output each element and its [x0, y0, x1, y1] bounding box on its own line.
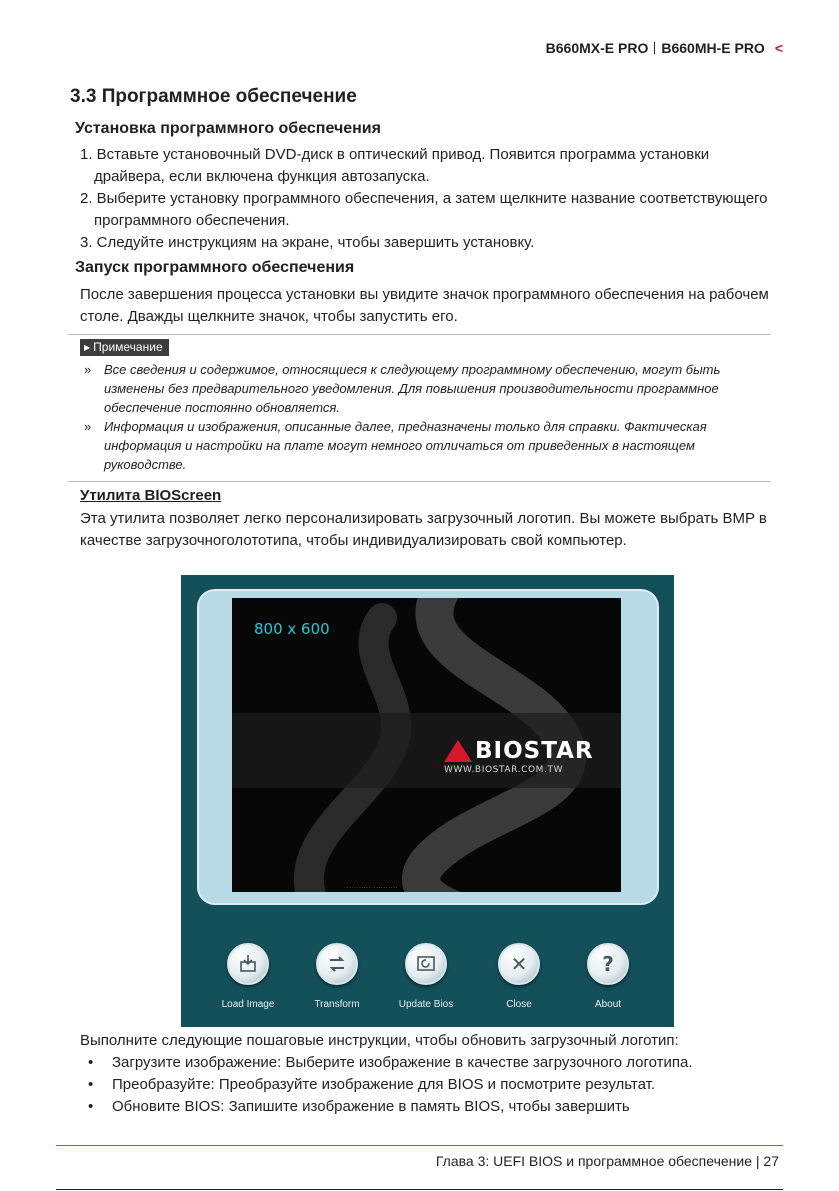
instruction-item — [88, 1052, 788, 1074]
launch-text: После завершения процесса установки вы увидите значок программного обеспечения на рабочем столе. Дважды щелкните значок, чтобы запустить его. — [80, 286, 769, 325]
note-bottom-rule — [68, 481, 771, 482]
note-item-text: Все сведения и содержимое, относящиеся к следующему программному обеспечению, могут быть изменены без предварительного уведомления. Для повышения производительности программное обеспечение постоянно обновляется. — [104, 362, 721, 415]
load-image-icon — [227, 943, 269, 985]
note-item — [84, 417, 764, 474]
section-title: 3.3 Программное обеспечение — [70, 86, 357, 107]
brand-name: BIOSTAR — [475, 738, 594, 764]
update-bios-label: Update Bios — [398, 999, 454, 1010]
install-steps — [80, 144, 780, 254]
bullet-icon: • — [88, 1098, 94, 1115]
install-step: 2. Выберите установку программного обеспечения, а затем щелкните название соответствующего программного обеспечения. — [80, 190, 768, 229]
page-header — [546, 40, 783, 56]
bioscreen-text: Эта утилита позволяет легко персонализировать загрузочный логотип. Вы можете выбрать BMP в качестве загрузочноголототипа, чтобы индивидуализировать свой компьютер. — [80, 510, 767, 549]
instructions-intro: Выполните следующие пошаговые инструкции, чтобы обновить загрузочный логотип: — [80, 1032, 679, 1049]
instruction-text: Преобразуйте: Преобразуйте изображение для BIOS и посмотрите результат. — [112, 1076, 656, 1093]
note-list — [84, 360, 764, 474]
about-label: About — [594, 999, 622, 1010]
install-step: 3. Следуйте инструкциям на экране, чтобы завершить установку. — [80, 234, 535, 251]
instruction-item — [88, 1074, 788, 1096]
preview-hint-text: · · · · · · · · · · · · · · · · · · · · · — [347, 885, 398, 890]
note-label — [80, 339, 169, 356]
transform-icon — [316, 943, 358, 985]
note-top-rule — [68, 334, 771, 335]
page-number: 27 — [763, 1153, 779, 1169]
load-image-label: Load Image — [221, 999, 275, 1010]
close-icon: ✕ — [498, 943, 540, 985]
note-label-text: Примечание — [93, 340, 163, 354]
launch-heading: Запуск программного обеспечения — [75, 259, 355, 276]
bullet-icon: • — [88, 1054, 94, 1071]
note-triangle-icon: ▶ — [84, 343, 91, 352]
header-separator — [654, 42, 655, 54]
instructions-list — [88, 1052, 788, 1118]
page-footer — [436, 1153, 779, 1169]
brand-url: WWW.BIOSTAR.COM.TW — [444, 765, 564, 775]
footer-chapter: Глава 3: UEFI BIOS и программное обеспечение — [435, 1153, 752, 1169]
instruction-item — [88, 1096, 788, 1118]
about-button[interactable] — [568, 943, 648, 1010]
install-heading: Установка программного обеспечения — [75, 120, 381, 137]
install-step: 1. Вставьте установочный DVD-диск в оптический привод. Появится программа установки драйвера, если включена функция автозапуска. — [80, 146, 710, 185]
close-label: Close — [506, 999, 532, 1010]
about-icon: ? — [587, 943, 629, 985]
instruction-text: Загрузите изображение: Выберите изображение в качестве загрузочного логотипа. — [112, 1054, 693, 1071]
close-button[interactable] — [479, 943, 559, 1010]
logo-preview — [232, 598, 621, 892]
instruction-text: Обновите BIOS: Запишите изображение в память BIOS, чтобы завершить — [112, 1098, 630, 1115]
biostar-mark-icon — [444, 740, 472, 762]
footer-separator: | — [755, 1153, 764, 1169]
footer-bottom-rule — [56, 1189, 783, 1190]
double-chevron-icon: » — [84, 362, 92, 377]
note-item-text: Информация и изображения, описанные далее, предназначены только для справки. Фактическая информация и настройки на плате могут немного отличаться от приведенных в настоящем руководстве. — [104, 419, 707, 472]
transform-button[interactable] — [297, 943, 377, 1010]
double-chevron-icon: » — [84, 419, 92, 434]
update-bios-button[interactable] — [386, 943, 466, 1010]
load-image-button[interactable] — [208, 943, 288, 1010]
bioscreen-title: Утилита BIOScreen — [80, 487, 222, 504]
footer-rule — [56, 1145, 783, 1146]
resolution-label: 800 x 600 — [254, 620, 330, 638]
header-marker-icon: < — [774, 40, 783, 56]
note-item — [84, 360, 764, 417]
update-bios-icon — [405, 943, 447, 985]
bioscreen-app-window — [181, 575, 674, 1027]
model-name-right: B660MH-E PRO — [661, 40, 765, 56]
transform-label: Transform — [314, 999, 360, 1010]
bullet-icon: • — [88, 1076, 94, 1093]
biostar-logo — [444, 738, 594, 775]
model-name-left: B660MX-E PRO — [545, 40, 649, 56]
